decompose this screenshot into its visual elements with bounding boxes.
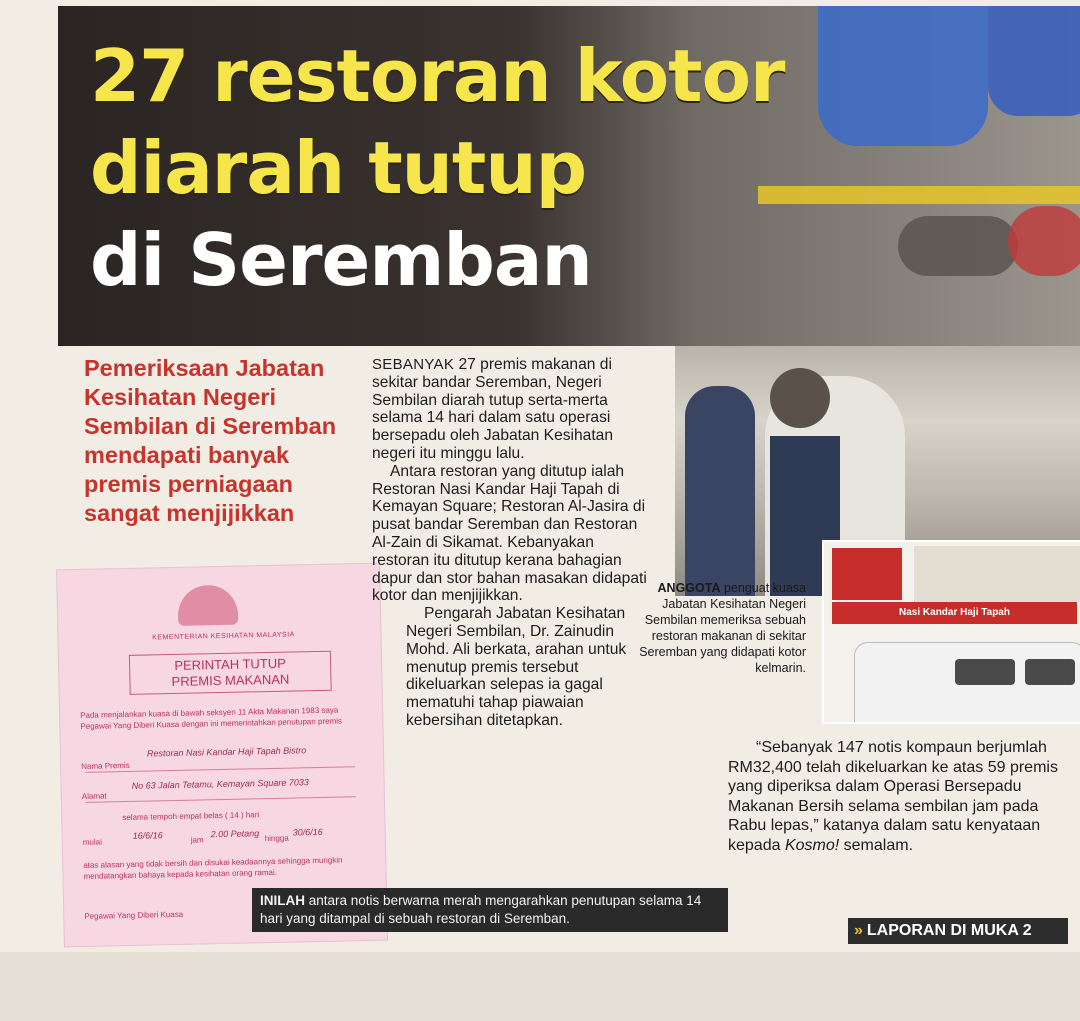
restaurant-inset-photo — [822, 540, 1080, 724]
headline-line-3: di Seremban — [90, 218, 592, 302]
restaurant-signboard: Nasi Kandar Haji Tapah — [832, 602, 1077, 624]
notice-title — [129, 651, 332, 695]
page-bottom-edge — [0, 952, 1080, 1021]
headline-line-2: diarah tutup — [90, 126, 587, 210]
notice-caption — [252, 888, 728, 932]
quote-end: semalam. — [843, 836, 914, 854]
notice-handwritten-date-1: 16/6/16 — [132, 830, 163, 841]
red-pot-photo — [1008, 206, 1080, 276]
officer-figure-2 — [685, 386, 755, 596]
malaysia-crest-icon — [177, 585, 238, 626]
notice-officer: Pegawai Yang Diberi Kuasa — [84, 909, 184, 921]
car-window — [955, 659, 1015, 685]
car-photo — [854, 642, 1080, 724]
notice-mulai: mulai — [82, 837, 103, 847]
notice-title-1: PERINTAH TUTUP — [174, 655, 286, 673]
notice-title-2: PREMIS MAKANAN — [171, 671, 290, 690]
photo-caption-text: penguat kuasa Jabatan Kesihatan Negeri Sembilan memeriksa sebuah restoran makanan di sekitar Seremban yang didapati kotor kelmarin. — [639, 581, 806, 675]
shophouse-photo — [914, 546, 1080, 602]
notice-field-premis: Nama Premis — [81, 760, 130, 771]
article-column-1 — [372, 356, 648, 730]
blue-pot-photo — [818, 6, 988, 146]
headline-line-1: 27 restoran kotor — [90, 34, 785, 118]
notice-field-alamat: Alamat — [81, 791, 107, 801]
continue-page-link — [848, 918, 1068, 944]
article-column-2 — [728, 738, 1068, 856]
notice-caption-lead: INILAH — [260, 893, 305, 908]
photo-caption — [630, 580, 806, 676]
quote-publication: Kosmo! — [784, 836, 840, 854]
notice-rule-2 — [86, 796, 356, 803]
notice-ministry: KEMENTERIAN KESIHATAN MALAYSIA — [152, 631, 295, 642]
kitchen-shelf-photo — [758, 186, 1080, 204]
quote-paragraph — [728, 738, 1068, 856]
notice-handwritten-alamat: No 63 Jalan Tetamu, Kemayan Square 7033 — [131, 777, 309, 791]
wok-photo — [898, 216, 1018, 276]
notice-handwritten-time: 2.00 Petang — [210, 828, 260, 840]
headline — [90, 30, 785, 306]
double-chevron-right-icon: » — [854, 922, 863, 939]
paragraph-1-text: 27 premis makanan di sekitar bandar Seremban, Negeri Sembilan diarah tutup serta-merta selama 14 hari dalam satu operasi bersepadu oleh Jabatan Kesihatan negeri itu minggu lalu. — [372, 356, 614, 462]
blue-pot-photo-2 — [988, 6, 1080, 116]
paragraph-2: Antara restoran yang ditutup ialah Restoran Nasi Kandar Haji Tapah di Kemayan Square; Restoran Al-Jasira di pusat bandar Seremban dan Restoran Al-Zain di Sikamat. Kebanyakan restoran itu ditutup kerana bahagian dapur dan stor bahan masakan didapati kotor dan menjijikkan. — [372, 462, 647, 605]
paragraph-3: Pengarah Jabatan Kesihatan Negeri Sembilan, Dr. Zainudin Mohd. Ali berkata, arahan untuk menutup premis tersebut dikeluarkan selepas ia gagal mematuhi tahap piawaian kebersihan ditetapkan. — [406, 605, 627, 729]
notice-intro: Pada menjalankan kuasa di bawah seksyen 11 Akta Makanan 1983 saya Pegawai Yang Diberi Kuasa dengan ini memerintahkan penutupan premis — [80, 705, 343, 731]
notice-reason: atas alasan yang tidak bersih dan disukai keadaannya sehingga mungkin mendatangkan bahaya kepada kesihatan orang ramai. — [83, 855, 343, 881]
notice-jam: jam — [190, 835, 204, 845]
officer-cap — [770, 368, 830, 428]
notice-handwritten-date-2: 30/6/16 — [292, 826, 323, 838]
notice-caption-text: antara notis berwarna merah mengarahkan penutupan selama 14 hari yang ditampal di sebuah restoran di Seremban. — [260, 893, 702, 926]
red-banner-photo — [832, 548, 902, 600]
continue-page-label: LAPORAN DI MUKA 2 — [866, 922, 1032, 939]
paragraph-lead-caps: SEBANYAK — [372, 356, 455, 373]
story-deck: Pemeriksaan Jabatan Kesihatan Negeri Sembilan di Seremban mendapati banyak premis perniagaan sangat menjijikkan — [84, 355, 337, 526]
notice-handwritten-premis: Restoran Nasi Kandar Haji Tapah Bistro — [146, 745, 307, 759]
car-window-2 — [1025, 659, 1075, 685]
notice-tempoh: selama tempoh empat belas ( 14 ) hari — [122, 810, 260, 823]
photo-caption-lead: ANGGOTA — [657, 581, 721, 595]
quote-text: “Sebanyak 147 notis kompaun berjumlah RM32,400 telah dikeluarkan ke atas 59 premis yang diperiksa dalam Operasi Bersepadu Makanan Bersih selama sembilan jam pada Rabu lepas,” katanya dalam satu kenyataan kepada — [728, 739, 1058, 854]
paragraph-1 — [372, 356, 648, 463]
notice-hingga: hingga — [264, 833, 289, 844]
